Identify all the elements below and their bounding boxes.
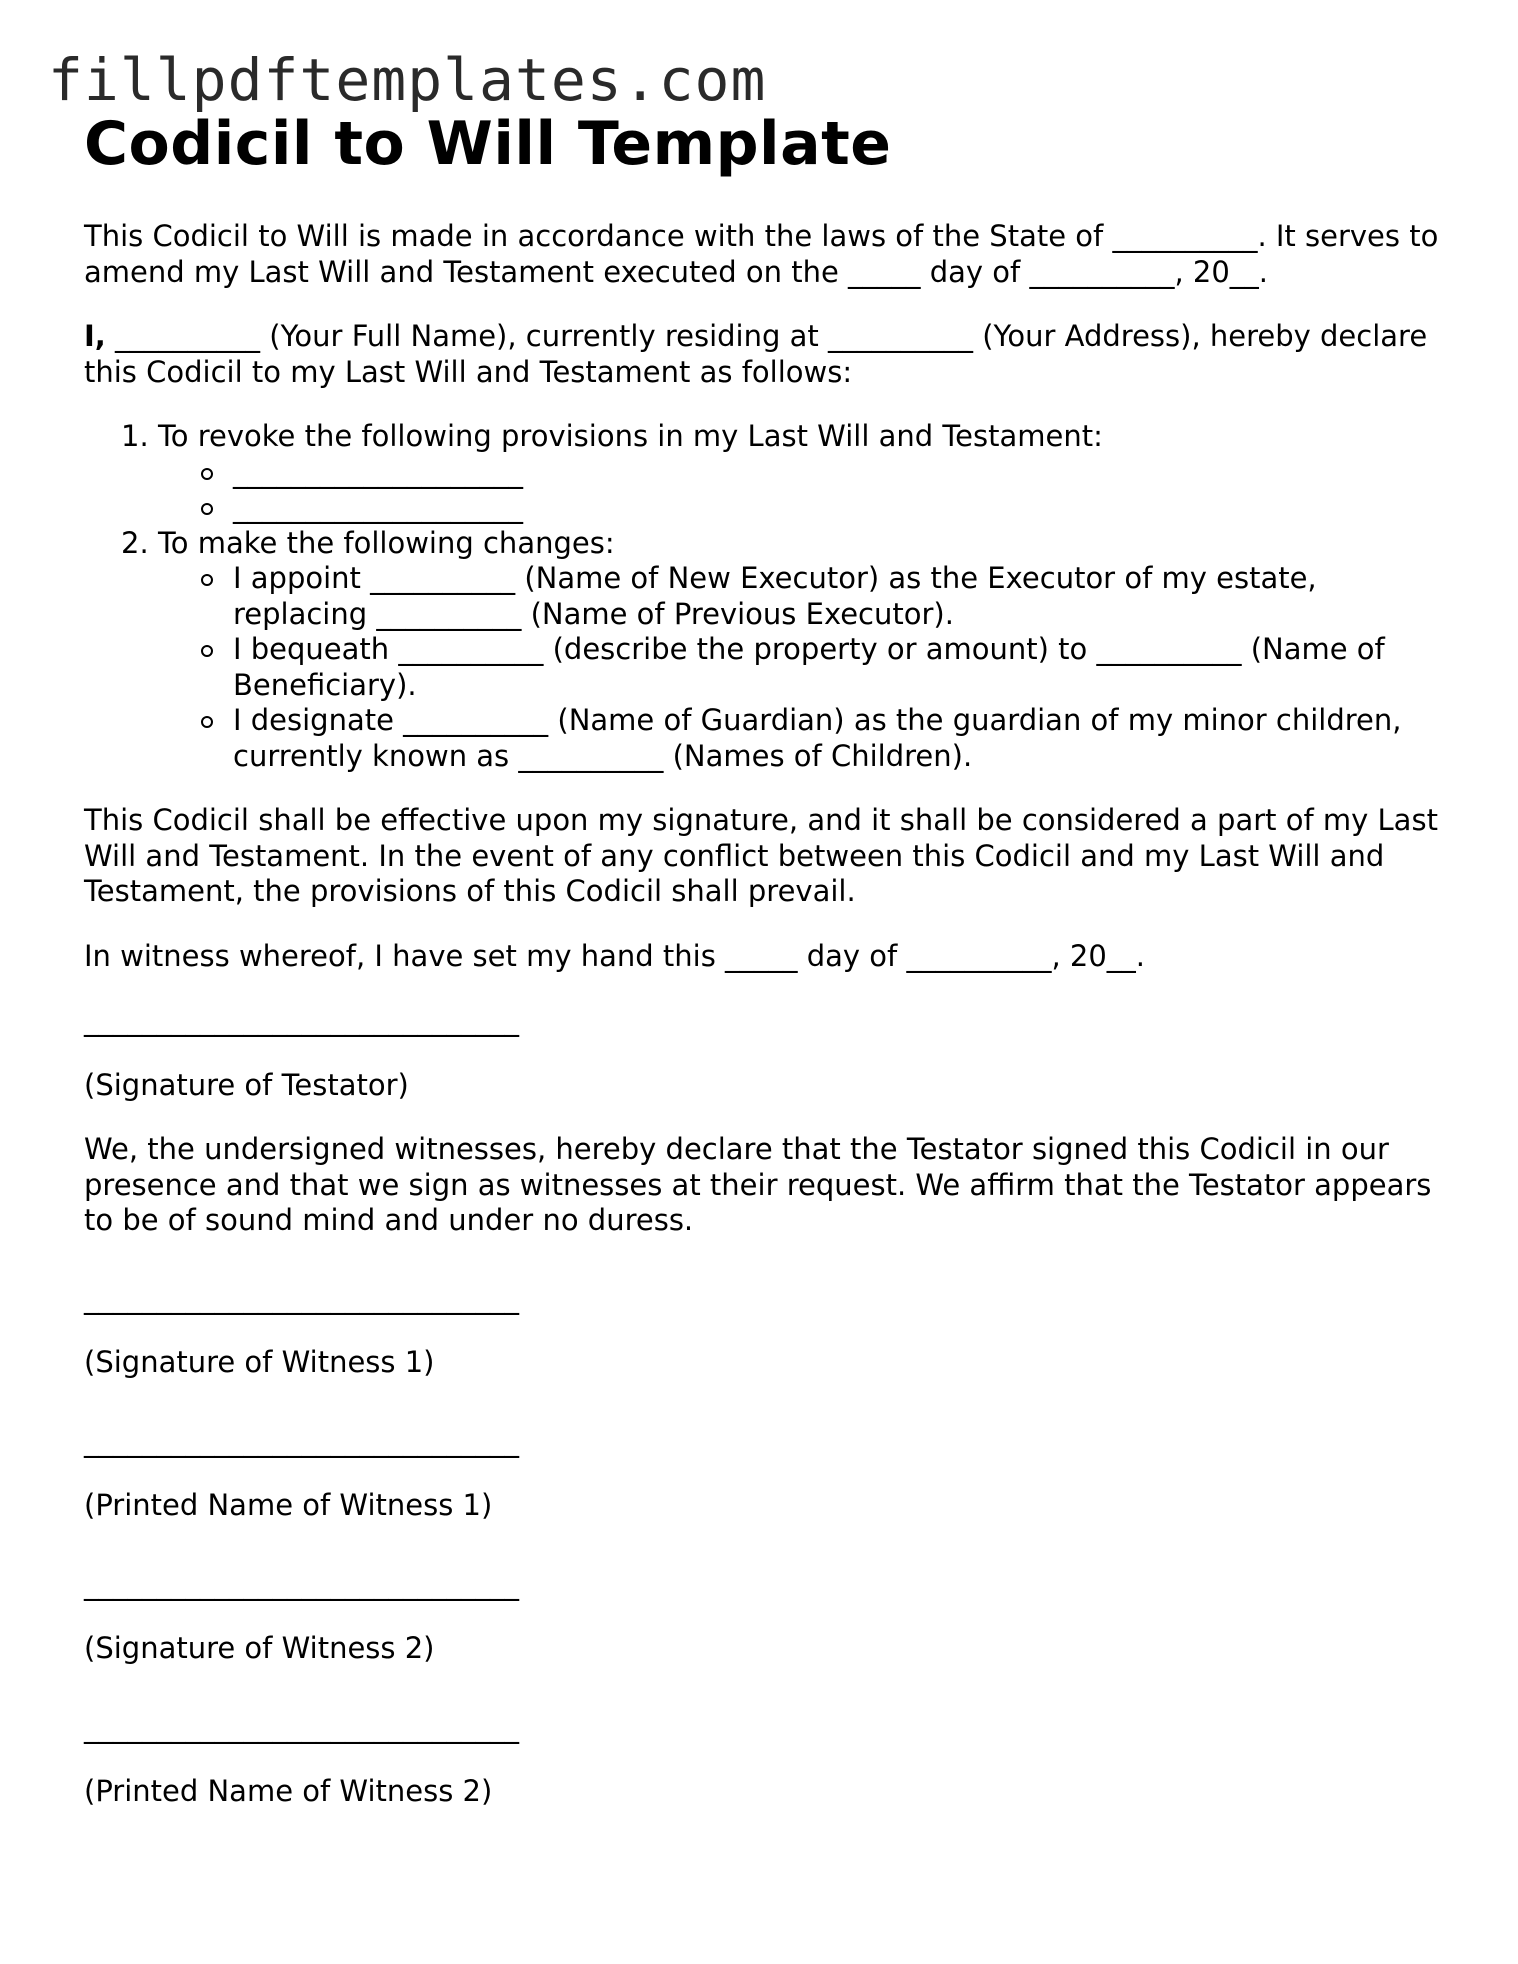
declaration-lead: I, bbox=[84, 319, 106, 353]
witness2-signature-caption: (Signature of Witness 2) bbox=[84, 1631, 435, 1665]
declaration-text: __________ (Your Full Name), currently residing at __________ (Your Address), hereby declare this Codicil to my Last Will and Testament as follows: bbox=[84, 319, 1428, 389]
watermark: fillpdftemplates.com bbox=[48, 46, 767, 114]
witness1-signature-caption: (Signature of Witness 1) bbox=[84, 1345, 435, 1379]
witness2-name-block bbox=[84, 1710, 1444, 1810]
testator-signature-block bbox=[84, 1003, 1444, 1103]
witness1-signature-block bbox=[84, 1281, 1444, 1381]
provision-number: 2. bbox=[121, 525, 149, 560]
signature-line: ______________________________ bbox=[84, 1003, 519, 1037]
intro-paragraph: This Codicil to Will is made in accordance with the laws of the State of __________. It serves to amend my Last Will and Testament executed on the _____ day of __________, 20__. bbox=[84, 219, 1439, 289]
blank-list-item: ____________________ bbox=[233, 490, 1444, 526]
witness1-name-block bbox=[84, 1424, 1444, 1524]
provision-text: To make the following changes: bbox=[158, 525, 615, 560]
blank-list-item: ____________________ bbox=[233, 455, 1444, 491]
document-page bbox=[84, 106, 1444, 1810]
revoke-list bbox=[158, 455, 1444, 526]
witness-declaration: We, the undersigned witnesses, hereby declare that the Testator signed this Codicil in our presence and that we sign as witnesses at their request. We affirm that the Testator appears to be of sound mind and under no duress. bbox=[84, 1132, 1432, 1237]
testator-caption: (Signature of Testator) bbox=[84, 1067, 409, 1102]
signature-line: ______________________________ bbox=[84, 1709, 519, 1744]
witness2-name-caption: (Printed Name of Witness 2) bbox=[84, 1774, 493, 1808]
provision-item bbox=[121, 525, 1444, 775]
signature-line: ______________________________ bbox=[84, 1423, 519, 1458]
provision-item bbox=[121, 419, 1444, 526]
witness1-name-caption: (Printed Name of Witness 1) bbox=[84, 1488, 493, 1522]
provisions-list bbox=[84, 419, 1444, 774]
witness2-signature-block bbox=[84, 1567, 1444, 1667]
provision-number: 1. bbox=[121, 419, 149, 453]
page-title: Codicil to Will Template bbox=[84, 109, 892, 179]
signature-line: ______________________________ bbox=[84, 1566, 519, 1601]
provision-text: To revoke the following provisions in my Last Will and Testament: bbox=[158, 419, 1103, 453]
declaration-paragraph bbox=[84, 319, 1444, 390]
witness-whereof: In witness whereof, I have set my hand this _____ day of __________, 20__. bbox=[84, 938, 1146, 973]
guardian-item: I designate __________ (Name of Guardian) as the guardian of my minor children, currently known as __________ (Names of Children). bbox=[233, 703, 1444, 774]
effective-paragraph: This Codicil shall be effective upon my signature, and it shall be considered a part of my Last Will and Testament. In the event of any conflict between this Codicil and my Last Will and Testament, the provisions of this Codicil shall prevail. bbox=[84, 803, 1438, 908]
changes-list bbox=[158, 561, 1444, 774]
executor-item: I appoint __________ (Name of New Executor) as the Executor of my estate, replacing __________ (Name of Previous Executor). bbox=[233, 561, 1444, 632]
signature-line: ______________________________ bbox=[84, 1280, 519, 1315]
bequeath-item: I bequeath __________ (describe the property or amount) to __________ (Name of Beneficiary). bbox=[233, 632, 1444, 703]
